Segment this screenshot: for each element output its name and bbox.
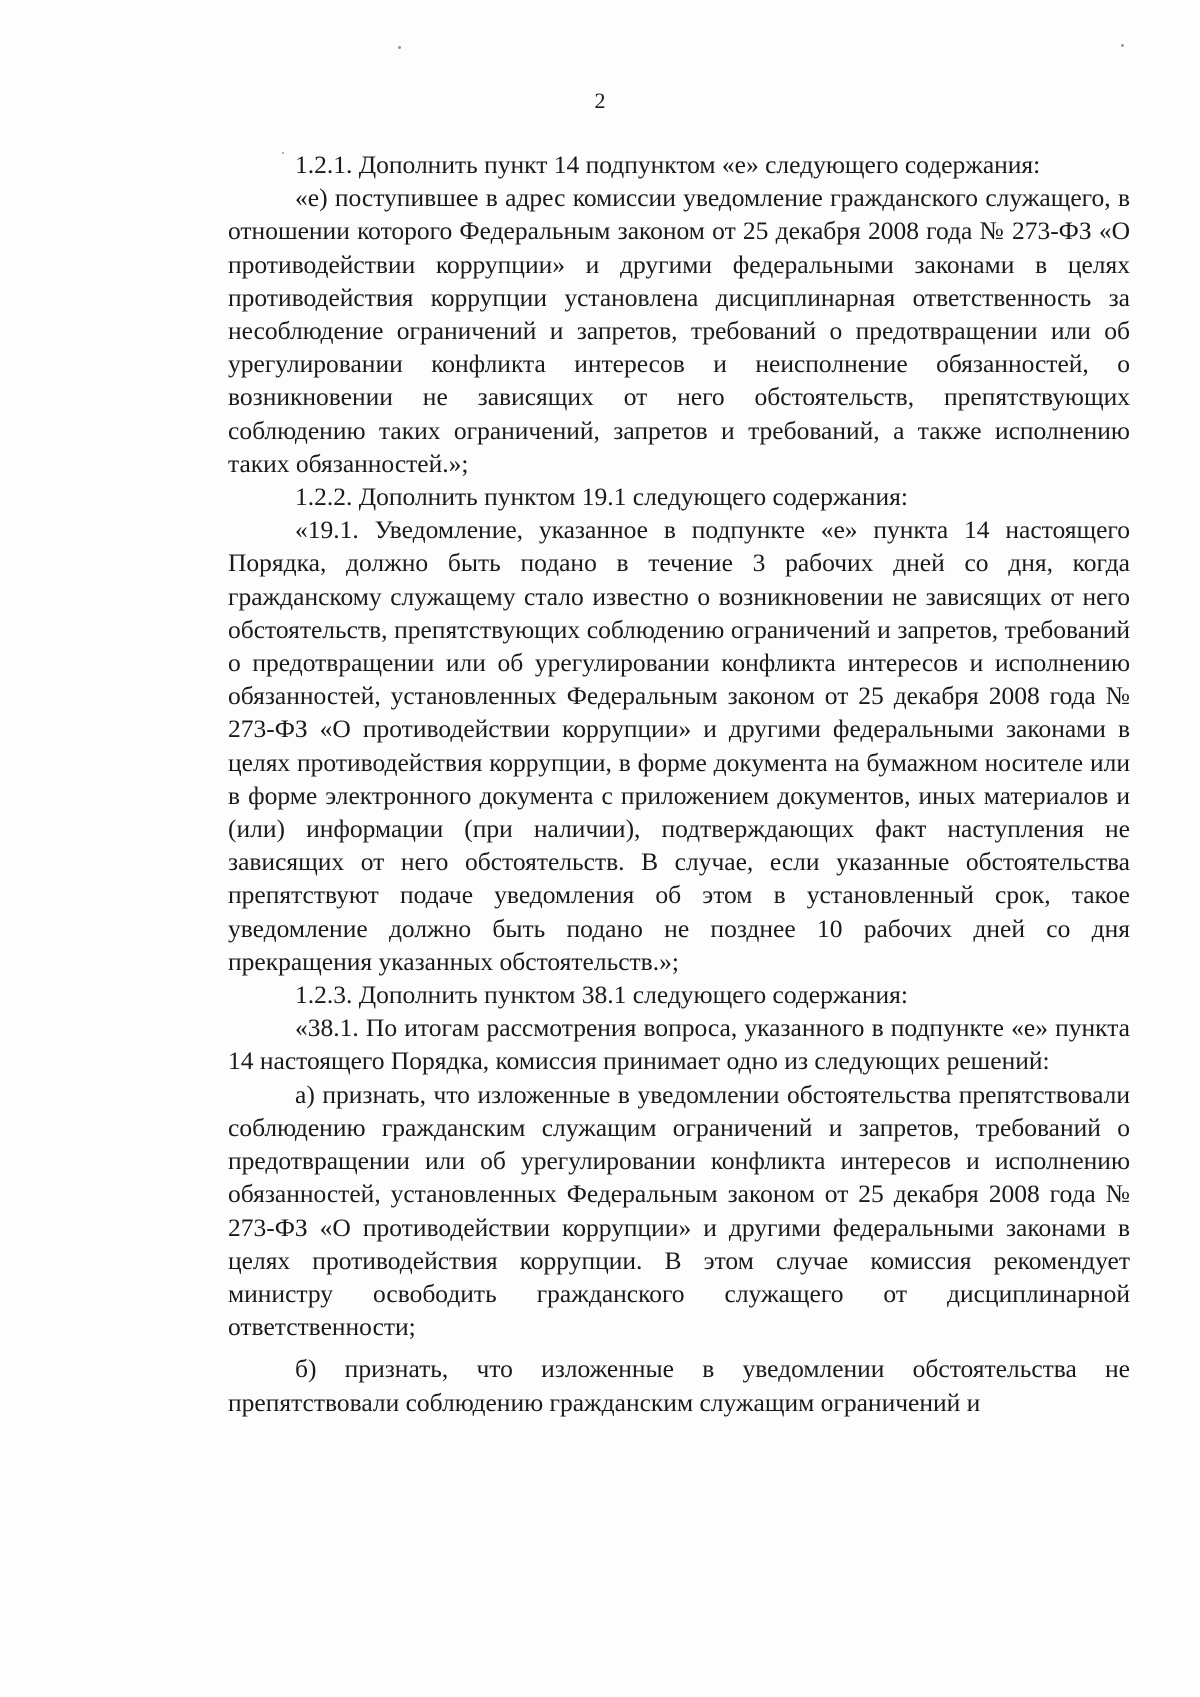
scan-speck — [1121, 44, 1124, 47]
paragraph-1-2-2: 1.2.2. Дополнить пунктом 19.1 следующего содержания: — [295, 482, 908, 512]
paragraph-1-2-3: 1.2.3. Дополнить пунктом 38.1 следующего содержания: — [295, 980, 908, 1010]
page-number: 2 — [594, 88, 606, 113]
paragraph-1-2-1: 1.2.1. Дополнить пункт 14 подпунктом «е» следующего содержания: — [295, 150, 1041, 179]
scan-speck — [282, 152, 284, 154]
paragraph-19-1: «19.1. Уведомление, указанное в подпункте «е» пункта 14 настоящего Порядка, должно быть подано в течение 3 рабочих дней со дня, когда гражданскому служащему стало известно о возникновении не зависящих от него обстоятельств, препятствующих соблюдению ограничений и запретов, требований о предотвращении или об урегулировании конфликта интересов и исполнению обязанностей, установленных Федеральным законом от 25 декабря 2008 года № 273-ФЗ «О противодействии коррупции» и другими федеральными законами в целях противодействия коррупции, в форме документа на бумажном носителе или в форме электронного документа с приложением документов, иных материалов и (или) информации (при наличии), подтверждающих факт наступления не зависящих от него обстоятельств. В случае, если указанные обстоятельства препятствуют подаче уведомления об этом в установленный срок, такое уведомление должно быть подано не позднее 10 рабочих дней со дня прекращения указанных обстоятельств.»; — [228, 515, 1130, 976]
paragraph-38-1: «38.1. По итогам рассмотрения вопроса, указанного в подпункте «е» пункта 14 настоящего Порядка, комиссия принимает одно из следующих решений: — [228, 1013, 1130, 1076]
paragraph-decision-b: б) признать, что изложенные в уведомлении обстоятельства не препятствовали соблюдению гражданским служащим ограничений и — [228, 1354, 1130, 1417]
document-body — [228, 148, 1130, 1419]
scan-speck — [398, 46, 401, 49]
paragraph-decision-a: а) признать, что изложенные в уведомлении обстоятельства препятствовали соблюдению гражданским служащим ограничений и запретов, требований о предотвращении или об урегулировании конфликта интересов и исполнению обязанностей, установленных Федеральным законом от 25 декабря 2008 года № 273-ФЗ «О противодействии коррупции» и другими федеральными законами в целях противодействия коррупции. В этом случае комиссия рекомендует министру освободить гражданского служащего от дисциплинарной ответственности; — [228, 1079, 1130, 1342]
paragraph-subitem-e: «е) поступившее в адрес комиссии уведомление гражданского служащего, в отношении которого Федеральным законом от 25 декабря 2008 года № 273-ФЗ «О противодействии коррупции» и другими федеральными законами в целях противодействия коррупции установлена дисциплинарная ответственность за несоблюдение ограничений и запретов, требований о предотвращении или об урегулировании конфликта интересов и неисполнение обязанностей, о возникновении не зависящих от него обстоятельств, препятствующих соблюдению таких ограничений, запретов и требований, а также исполнению таких обязанностей.»; — [228, 183, 1130, 478]
